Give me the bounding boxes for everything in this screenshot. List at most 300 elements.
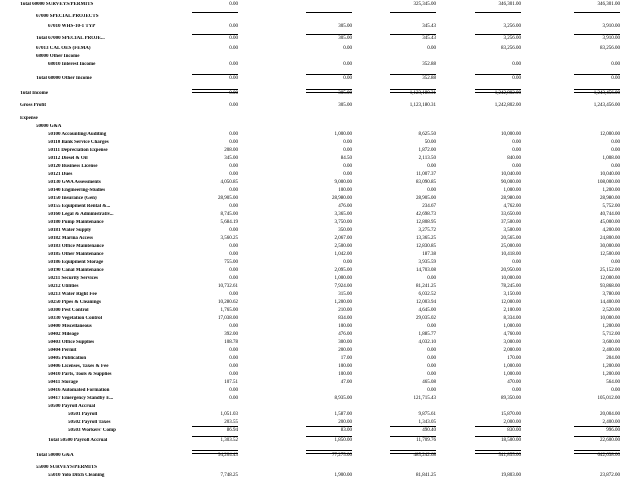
row-value-col-2: 200.00 xyxy=(338,348,352,353)
row-value-col-2: 1,000.00 xyxy=(334,132,352,137)
row-value-col-3: 465.08 xyxy=(422,380,436,385)
row-value-col-4: 830.00 xyxy=(507,428,521,433)
row-value-col-3: 1,885.77 xyxy=(418,332,436,337)
row-value-col-6: 3,910.00 xyxy=(602,24,620,29)
row-value-col-4: 8,334.00 xyxy=(503,316,521,321)
double-underline xyxy=(306,450,352,454)
row-value-col-3: 1,123,180.31 xyxy=(409,91,436,96)
row-value-col-6: 3,910.00 xyxy=(602,36,620,41)
row-value-col-4: 15,870.00 xyxy=(501,412,521,417)
row-label: 50330 Vegetation Control xyxy=(48,316,103,321)
row-label: 50417 Emergency Standby E... xyxy=(48,396,114,401)
row-value-col-4: 470.00 xyxy=(507,380,521,385)
row-value-col-4: 3,500.00 xyxy=(503,228,521,233)
row-label: 50155 Equipment Rental &... xyxy=(48,204,111,209)
report-row xyxy=(0,380,640,386)
row-value-col-3: 8,625.50 xyxy=(418,132,436,137)
row-label: 50111 Depreciation Expense xyxy=(48,148,108,153)
subtotal-rule xyxy=(574,74,620,75)
row-label: 50110 Bank Service Charges xyxy=(48,140,109,145)
row-value-col-2: 0.00 xyxy=(343,172,352,177)
row-value-col-6: 0.00 xyxy=(611,164,620,169)
row-value-col-6: 5,712.00 xyxy=(602,332,620,337)
row-label: 50100 Accounting/Auditing xyxy=(48,132,107,137)
report-row xyxy=(0,103,640,109)
row-value-col-2: 305.00 xyxy=(338,91,352,96)
double-underline xyxy=(475,89,521,93)
row-value-col-2: 200.00 xyxy=(338,420,352,425)
row-value-col-1: 0.00 xyxy=(229,388,238,393)
row-value-col-1: 0.00 xyxy=(229,324,238,329)
row-value-col-6: 0.00 xyxy=(611,260,620,265)
row-value-col-2: 9,000.00 xyxy=(334,180,352,185)
row-value-col-2: 305.00 xyxy=(338,103,352,108)
row-value-col-2: 1,850.00 xyxy=(334,438,352,443)
double-underline xyxy=(574,89,620,93)
row-value-col-4: 3,256.00 xyxy=(503,36,521,41)
row-value-col-6: 346,301.00 xyxy=(597,2,620,7)
row-value-col-4: 840.00 xyxy=(507,156,521,161)
row-value-col-1: 0.00 xyxy=(229,140,238,145)
row-label: 68010 Interest Income xyxy=(48,62,96,67)
subtotal-rule xyxy=(390,12,436,13)
row-value-col-3: 1,123,180.31 xyxy=(409,103,436,108)
subtotal-rule xyxy=(475,74,521,75)
row-value-col-6: 0.00 xyxy=(611,76,620,81)
report-row xyxy=(0,76,640,82)
report-row xyxy=(0,116,640,122)
row-value-col-3: 4,645.00 xyxy=(418,308,436,313)
row-value-col-1: 0.00 xyxy=(229,172,238,177)
row-value-col-1: 0.00 xyxy=(229,204,238,209)
row-label: 50160 Legal & Administrativ... xyxy=(48,212,114,217)
row-value-col-1: 108.78 xyxy=(224,340,238,345)
row-value-col-2: 305.00 xyxy=(338,36,352,41)
row-value-col-3: 2,113.50 xyxy=(418,156,436,161)
row-value-col-4: 19,803.00 xyxy=(501,473,521,478)
row-value-col-3: 6,032.52 xyxy=(418,292,436,297)
row-value-col-1: 0.00 xyxy=(229,364,238,369)
row-value-col-6: 3,780.00 xyxy=(602,292,620,297)
row-value-col-2: 0.00 xyxy=(343,140,352,145)
subtotal-rule xyxy=(475,34,521,35)
row-value-col-6: 2,520.00 xyxy=(602,308,620,313)
report-row xyxy=(0,308,640,314)
row-label: 50405 Publication xyxy=(48,356,87,361)
row-value-col-6: 83,256.00 xyxy=(600,46,620,51)
report-row xyxy=(0,212,640,218)
row-value-col-1: 208.00 xyxy=(224,148,238,153)
subtotal-rule xyxy=(574,426,620,427)
row-value-col-6: 23,872.00 xyxy=(600,473,620,478)
row-value-col-4: 89,350.00 xyxy=(501,396,521,401)
row-value-col-6: 2,400.00 xyxy=(602,420,620,425)
row-value-col-2: 17.00 xyxy=(340,356,352,361)
report-row xyxy=(0,62,640,68)
row-value-col-2: 100.00 xyxy=(338,324,352,329)
row-label: 50213 Water Right Fee xyxy=(48,292,97,297)
row-value-col-1: 0.00 xyxy=(229,46,238,51)
double-underline xyxy=(574,450,620,454)
report-row xyxy=(0,284,640,290)
row-value-col-3: 0.00 xyxy=(427,364,436,369)
row-value-col-1: 4,050.85 xyxy=(220,180,238,185)
row-value-col-6: 1,008.00 xyxy=(602,156,620,161)
row-value-col-4: 10,000.00 xyxy=(501,132,521,137)
report-row xyxy=(0,24,640,30)
row-value-col-4: 37,500.00 xyxy=(501,220,521,225)
row-value-col-4: 20,950.00 xyxy=(501,268,521,273)
row-value-col-2: 28,980.00 xyxy=(332,196,352,201)
row-value-col-6: 108,000.00 xyxy=(597,180,620,185)
row-label: 50406 Licenses, Taxes & Fee xyxy=(48,364,109,369)
row-label: 50503 Workers' Comp xyxy=(68,428,116,433)
report-row xyxy=(0,324,640,330)
report-row xyxy=(0,148,640,154)
row-value-col-3: 42,698.73 xyxy=(416,212,436,217)
row-value-col-4: 1,242,802.00 xyxy=(494,103,521,108)
report-row xyxy=(0,164,640,170)
row-label: Total 68000 Other Income xyxy=(36,76,92,81)
row-value-col-4: 0.00 xyxy=(512,388,521,393)
row-label: 50182 Marina Access xyxy=(48,236,93,241)
row-value-col-1: 10,280.62 xyxy=(218,300,238,305)
row-value-col-4: 33,650.00 xyxy=(501,212,521,217)
row-value-col-3: 0.00 xyxy=(427,46,436,51)
report-row xyxy=(0,172,640,178)
row-value-col-6: 20,004.00 xyxy=(600,412,620,417)
row-value-col-2: 1,000.00 xyxy=(334,276,352,281)
row-value-col-1: 8,745.00 xyxy=(220,212,238,217)
subtotal-rule xyxy=(390,426,436,427)
row-label: 50410 Parts, Tools & Supplies xyxy=(48,372,112,377)
report-row xyxy=(0,228,640,234)
row-value-col-4: 20,565.00 xyxy=(501,236,521,241)
row-value-col-1: 0.00 xyxy=(229,356,238,361)
row-label: Total 50500 Payroll Accrual xyxy=(48,438,108,443)
row-value-col-1: 0.00 xyxy=(229,268,238,273)
subtotal-rule xyxy=(306,426,352,427)
row-value-col-1: 10,732.61 xyxy=(218,284,238,289)
row-value-col-2: 8,935.00 xyxy=(334,396,352,401)
row-value-col-6: 1,200.00 xyxy=(602,324,620,329)
row-value-col-6: 204.00 xyxy=(606,356,620,361)
row-value-col-4: 0.00 xyxy=(512,76,521,81)
row-value-col-1: 0.00 xyxy=(229,103,238,108)
row-label: Expense xyxy=(20,116,38,121)
row-value-col-2: 305.00 xyxy=(338,24,352,29)
row-label: 50411 Storage xyxy=(48,380,78,385)
row-label: 50112 Diesel & Oil xyxy=(48,156,88,161)
row-label: 50190 Canal Maintenance xyxy=(48,268,104,273)
row-value-col-6: 996.00 xyxy=(606,428,620,433)
subtotal-rule xyxy=(390,34,436,35)
row-value-col-1: 28,905.00 xyxy=(218,196,238,201)
report-row xyxy=(0,276,640,282)
row-value-col-4: 2,000.00 xyxy=(503,420,521,425)
row-label: Total 60000 SURVEYS/PERMITS xyxy=(20,2,94,7)
report-row xyxy=(0,196,640,202)
row-value-col-1: 86.94 xyxy=(226,428,238,433)
double-underline xyxy=(306,89,352,93)
row-value-col-6: 0.00 xyxy=(611,388,620,393)
row-value-col-6: 28,980.00 xyxy=(600,196,620,201)
row-value-col-2: 3,750.00 xyxy=(334,220,352,225)
report-row xyxy=(0,14,640,20)
row-label: 50186 Equipment Storage xyxy=(48,260,104,265)
row-value-col-3: 12,808.95 xyxy=(416,220,436,225)
row-value-col-6: 10,000.00 xyxy=(600,316,620,321)
row-value-col-2: 77,275.00 xyxy=(332,453,352,458)
report-row xyxy=(0,292,640,298)
row-value-col-2: 47.00 xyxy=(340,380,352,385)
report-row xyxy=(0,316,640,322)
row-value-col-4: 3,256.00 xyxy=(503,24,521,29)
row-value-col-2: 2,095.00 xyxy=(334,268,352,273)
row-value-col-3: 1,343.05 xyxy=(418,420,436,425)
row-value-col-2: 84.50 xyxy=(340,156,352,161)
double-underline xyxy=(390,89,436,93)
row-value-col-3: 485,242.68 xyxy=(413,453,436,458)
row-value-col-6: 30,000.00 xyxy=(600,244,620,249)
report-row xyxy=(0,332,640,338)
row-value-col-6: 1,243,456.00 xyxy=(593,103,620,108)
row-value-col-3: 352.88 xyxy=(422,76,436,81)
row-value-col-4: 90,000.00 xyxy=(501,180,521,185)
row-value-col-1: 7,748.25 xyxy=(220,473,238,478)
row-label: 50500 Payroll Accrual xyxy=(48,404,96,409)
report-row xyxy=(0,124,640,130)
row-value-col-3: 0.00 xyxy=(427,356,436,361)
row-value-col-2: 0.00 xyxy=(343,76,352,81)
row-value-col-6: 24,800.00 xyxy=(600,236,620,241)
row-value-col-4: 3,150.00 xyxy=(503,292,521,297)
report-row xyxy=(0,465,640,471)
row-value-col-4: 18,500.00 xyxy=(501,438,521,443)
row-label: 50402 Mileage xyxy=(48,332,79,337)
row-value-col-6: 564.00 xyxy=(606,380,620,385)
row-value-col-6: 25,152.00 xyxy=(600,268,620,273)
row-value-col-3: 11,007.37 xyxy=(416,172,436,177)
report-row xyxy=(0,300,640,306)
subtotal-rule xyxy=(192,12,238,13)
row-value-col-3: 83,090.85 xyxy=(416,180,436,185)
report-row xyxy=(0,396,640,402)
row-value-col-4: 25,000.00 xyxy=(501,244,521,249)
row-value-col-4: 12,000.00 xyxy=(501,300,521,305)
row-value-col-1: 0.00 xyxy=(229,2,238,7)
row-value-col-4: 10,418.00 xyxy=(501,252,521,257)
row-value-col-3: 0.00 xyxy=(427,188,436,193)
row-value-col-6: 0.00 xyxy=(611,62,620,67)
subtotal-rule xyxy=(475,436,521,437)
row-value-col-3: 13,365.25 xyxy=(416,236,436,241)
row-value-col-6: 0.00 xyxy=(611,148,620,153)
subtotal-rule xyxy=(306,12,352,13)
report-row xyxy=(0,356,640,362)
row-value-col-6: 3,600.00 xyxy=(602,340,620,345)
row-label: Gross Profit xyxy=(20,103,47,108)
row-label: Total Income xyxy=(20,91,49,96)
row-value-col-1: 0.00 xyxy=(229,372,238,377)
row-value-col-6: 45,000.00 xyxy=(600,220,620,225)
row-value-col-4: 28,980.00 xyxy=(501,196,521,201)
row-value-col-3: 28,905.00 xyxy=(416,196,436,201)
row-label: 67000 SPECIAL PROJECTS xyxy=(36,14,99,19)
row-value-col-3: 325,345.00 xyxy=(413,2,436,7)
row-value-col-6: 1,200.00 xyxy=(602,188,620,193)
row-value-col-2: 0.00 xyxy=(343,62,352,67)
row-label: 50416 Automated Formation xyxy=(48,388,110,393)
row-label: 50121 Dues xyxy=(48,172,73,177)
row-value-col-4: 10,040.00 xyxy=(501,172,521,177)
row-value-col-6: 105,012.00 xyxy=(597,396,620,401)
row-value-col-1: 0.00 xyxy=(229,396,238,401)
report-row xyxy=(0,404,640,410)
row-value-col-4: 0.00 xyxy=(512,140,521,145)
row-value-col-4: 4,760.00 xyxy=(503,332,521,337)
row-value-col-3: 9,875.61 xyxy=(418,412,436,417)
row-value-col-3: 0.00 xyxy=(427,372,436,377)
row-value-col-4: 0.00 xyxy=(512,62,521,67)
row-label: 50150 Insurance (Gen) xyxy=(48,196,97,201)
report-row xyxy=(0,204,640,210)
row-value-col-1: 0.00 xyxy=(229,244,238,249)
row-value-col-3: 50.00 xyxy=(424,140,436,145)
row-value-col-4: 2,100.00 xyxy=(503,308,521,313)
subtotal-rule xyxy=(192,436,238,437)
row-label: 50120 Business License xyxy=(48,164,98,169)
report-row xyxy=(0,268,640,274)
row-value-col-2: 1,900.00 xyxy=(334,473,352,478)
row-value-col-1: 1,303.52 xyxy=(220,438,238,443)
report-row xyxy=(0,340,640,346)
row-label: 50501 Payroll xyxy=(68,412,98,417)
subtotal-rule xyxy=(390,436,436,437)
row-value-col-6: 5,752.00 xyxy=(602,204,620,209)
row-value-col-2: 476.00 xyxy=(338,332,352,337)
report-row xyxy=(0,412,640,418)
row-label: Total 50000 G&A xyxy=(36,453,74,458)
row-value-col-4: 1,242,802.00 xyxy=(494,91,521,96)
row-value-col-2: 1,200.00 xyxy=(334,300,352,305)
row-value-col-2: 0.00 xyxy=(343,260,352,265)
row-value-col-3: 121,715.43 xyxy=(413,396,436,401)
row-value-col-6: 1,243,456.00 xyxy=(593,91,620,96)
row-value-col-3: 345.43 xyxy=(422,36,436,41)
row-value-col-3: 29,035.02 xyxy=(416,316,436,321)
row-value-col-1: 0.00 xyxy=(229,252,238,257)
row-value-col-3: 81,241.25 xyxy=(416,284,436,289)
row-value-col-2: 1,587.00 xyxy=(334,412,352,417)
row-value-col-1: 1,765.00 xyxy=(220,308,238,313)
row-value-col-2: 0.00 xyxy=(343,148,352,153)
row-value-col-4: 78,245.00 xyxy=(501,284,521,289)
row-value-col-6: 642,638.00 xyxy=(597,453,620,458)
row-value-col-2: 100.00 xyxy=(338,364,352,369)
row-value-col-6: 93,868.00 xyxy=(600,284,620,289)
row-value-col-2: 476.00 xyxy=(338,204,352,209)
row-value-col-4: 1,000.00 xyxy=(503,188,521,193)
row-value-col-2: 0.00 xyxy=(343,46,352,51)
row-label: 50502 Payroll Taxes xyxy=(68,420,111,425)
row-value-col-1: 0.00 xyxy=(229,91,238,96)
report-row xyxy=(0,372,640,378)
double-underline xyxy=(390,450,436,454)
row-value-col-2: 0.00 xyxy=(343,164,352,169)
row-value-col-6: 4,200.00 xyxy=(602,228,620,233)
row-value-col-1: 17,038.00 xyxy=(218,316,238,321)
report-row xyxy=(0,364,640,370)
row-value-col-3: 12,830.85 xyxy=(416,244,436,249)
row-label: 50183 Office Maintenance xyxy=(48,244,104,249)
report-row xyxy=(0,252,640,258)
row-value-col-2: 300.00 xyxy=(338,340,352,345)
row-value-col-4: 1,000.00 xyxy=(503,372,521,377)
row-value-col-1: 107.51 xyxy=(224,380,238,385)
row-label: 50212 Utilities xyxy=(48,284,79,289)
row-value-col-2: 210.00 xyxy=(338,308,352,313)
row-value-col-1: 392.00 xyxy=(224,332,238,337)
report-row xyxy=(0,156,640,162)
row-value-col-1: 0.00 xyxy=(229,62,238,67)
row-value-col-6: 1,200.00 xyxy=(602,364,620,369)
row-label: 55010 Yolo Ditch Cleaning xyxy=(48,473,105,478)
row-label: 50140 Engineering-Studies xyxy=(48,188,106,193)
row-label: 50404 Permit xyxy=(48,348,77,353)
row-value-col-4: 3,000.00 xyxy=(503,340,521,345)
row-label: 55000 SURVEYS/PERMITS xyxy=(36,465,98,470)
subtotal-rule xyxy=(574,436,620,437)
report-row xyxy=(0,2,640,8)
row-label: 68000 Other Income xyxy=(36,54,80,59)
row-value-col-3: 11,709.76 xyxy=(416,438,436,443)
row-value-col-1: 345.00 xyxy=(224,156,238,161)
report-row xyxy=(0,244,640,250)
row-value-col-6: 12,000.00 xyxy=(600,276,620,281)
row-value-col-6: 40,744.00 xyxy=(600,212,620,217)
row-label: 50000 G&A xyxy=(36,124,62,129)
row-label: 50211 Security Services xyxy=(48,276,98,281)
row-value-col-1: 3,560.25 xyxy=(220,236,238,241)
row-value-col-3: 0.00 xyxy=(427,388,436,393)
subtotal-rule xyxy=(390,74,436,75)
row-value-col-1: 0.00 xyxy=(229,24,238,29)
row-value-col-2: 315.00 xyxy=(338,292,352,297)
subtotal-rule xyxy=(574,12,620,13)
report-row xyxy=(0,36,640,42)
row-value-col-3: 0.00 xyxy=(427,348,436,353)
row-value-col-3: 0.00 xyxy=(427,324,436,329)
report-row xyxy=(0,54,640,60)
row-label: 67010 WHS-10-1 TYP xyxy=(48,24,96,29)
row-value-col-1: 203.55 xyxy=(224,420,238,425)
row-value-col-3: 490.40 xyxy=(422,428,436,433)
row-value-col-3: 4,032.10 xyxy=(418,340,436,345)
subtotal-rule xyxy=(306,436,352,437)
row-value-col-1: 0.00 xyxy=(229,292,238,297)
row-value-col-3: 0.00 xyxy=(427,276,436,281)
row-label: 50130 GWA Assessments xyxy=(48,180,101,185)
row-value-col-6: 0.00 xyxy=(611,140,620,145)
row-value-col-4: 83,256.00 xyxy=(501,46,521,51)
row-value-col-1: 94,204.43 xyxy=(218,453,238,458)
row-value-col-2: 7,924.00 xyxy=(334,284,352,289)
row-value-col-4: 0.00 xyxy=(512,148,521,153)
row-value-col-2: 2,067.00 xyxy=(334,236,352,241)
row-value-col-4: 1,000.00 xyxy=(503,324,521,329)
row-label: Total 67000 SPECIAL PROJE... xyxy=(36,36,105,41)
